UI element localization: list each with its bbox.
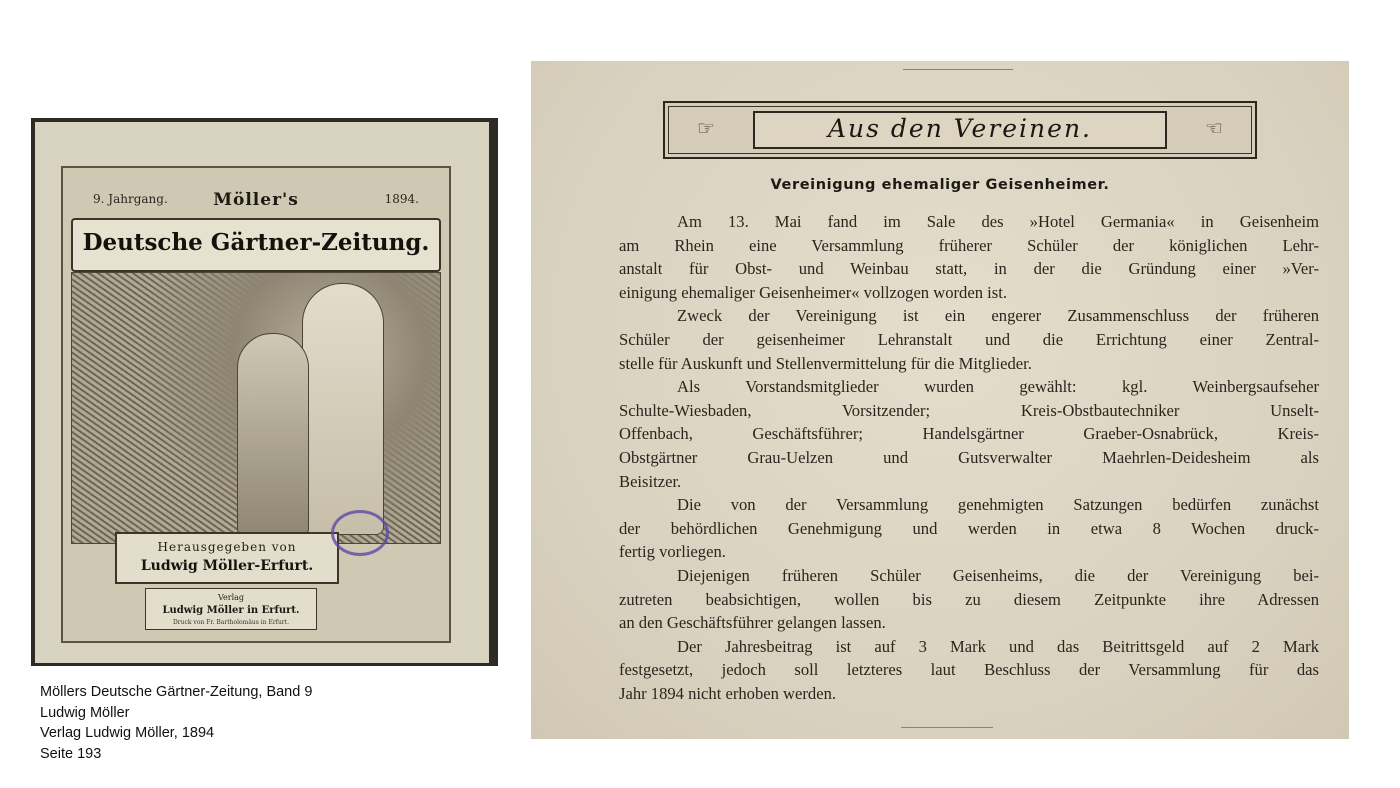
body-line: zutreten beabsichtigen, wollen bis zu diesem Zeitpunkte ihre Adressen <box>619 589 1319 609</box>
top-rule <box>903 69 1013 70</box>
magazine-cover-image <box>31 118 498 666</box>
cover-verlag-box <box>145 588 317 630</box>
cover-year: 1894. <box>384 192 419 206</box>
cover-print-line: Druck von Fr. Bartholomäus in Erfurt. <box>172 619 289 626</box>
cover-verlag-name: Ludwig Möller in Erfurt. <box>162 605 300 616</box>
cover-jahrgang: 9. Jahrgang. <box>93 192 168 206</box>
body-line: Der Jahresbeitrag ist auf 3 Mark und das Beitrittsgeld auf 2 Mark <box>677 636 1319 656</box>
body-line: Diejenigen früheren Schüler Geisenheims, die der Vereinigung bei- <box>677 565 1319 585</box>
cover-illustration <box>71 272 441 544</box>
body-line: Offenbach, Geschäftsführer; Handelsgärtner Graeber-Osnabrück, Kreis- <box>619 424 1319 444</box>
caption-title: Möllers Deutsche Gärtner-Zeitung, Band 9 <box>40 684 313 700</box>
body-line: Beisitzer. <box>619 471 682 491</box>
image-caption <box>40 682 480 764</box>
body-line: am Rhein eine Versammlung früherer Schüler der königlichen Lehr- <box>619 235 1319 255</box>
pointing-hand-right-icon: ☞ <box>697 116 715 140</box>
cover-title: Deutsche Gärtner-Zeitung. <box>82 229 430 256</box>
body-line: fertig vorliegen. <box>619 542 726 562</box>
body-line: Als Vorstandsmitglieder wurden gewählt: kgl. Weinbergsaufseher <box>677 377 1319 397</box>
article-heading: Vereinigung ehemaliger Geisenheimer. <box>770 177 1110 193</box>
cover-editor-name: Ludwig Möller-Erfurt. <box>140 558 314 574</box>
article-page-scan <box>531 61 1349 739</box>
library-stamp-icon <box>331 510 389 556</box>
cover-editor-label: Herausgegeben von <box>157 540 297 554</box>
caption-page: Seite 193 <box>40 745 102 762</box>
cover-figure-woman <box>302 283 384 535</box>
body-line: einigung ehemaliger Geisenheimer« vollzogen worden ist. <box>619 282 1007 302</box>
article-body <box>619 210 1319 705</box>
body-line: Schüler der geisenheimer Lehranstalt und die Errichtung einer Zentral- <box>619 329 1319 349</box>
cover-title-banner <box>71 218 441 272</box>
bottom-rule <box>901 727 993 728</box>
body-line: der behördlichen Genehmigung und werden in etwa 8 Wochen druck- <box>619 518 1319 538</box>
cover-figure-seated <box>237 333 309 535</box>
body-line: Jahr 1894 nicht erhoben werden. <box>619 683 837 703</box>
section-banner-scroll <box>753 111 1167 149</box>
pointing-hand-left-icon: ☜ <box>1205 116 1223 140</box>
cover-verlag-label: Verlag <box>217 593 245 602</box>
body-line: an den Geschäftsführer gelangen lassen. <box>619 613 886 633</box>
cover-publisher-brand: Möller's <box>213 190 299 210</box>
body-line: Die von der Versammlung genehmigten Satzungen bedürfen zunächst <box>677 495 1319 515</box>
cover-page <box>35 122 489 663</box>
caption-publisher: Verlag Ludwig Möller, 1894 <box>40 725 215 741</box>
body-line: festgesetzt, jedoch soll letzteres laut Beschluss der Versammlung für das <box>619 660 1319 680</box>
section-banner-title: Aus den Vereinen. <box>827 114 1093 143</box>
body-line: Zweck der Vereinigung ist ein engerer Zusammenschluss der früheren <box>677 306 1319 326</box>
section-banner <box>663 101 1257 159</box>
body-line: anstalt für Obst- und Weinbau statt, in der die Gründung einer »Ver- <box>619 259 1319 279</box>
cover-editor-box <box>115 532 339 584</box>
body-line: stelle für Auskunft und Stellenvermittelung für die Mitglieder. <box>619 353 1032 373</box>
caption-author: Ludwig Möller <box>40 704 130 721</box>
body-line: Schulte-Wiesbaden, Vorsitzender; Kreis-Obstbautechniker Unselt- <box>619 400 1319 420</box>
body-line: Am 13. Mai fand im Sale des »Hotel Germania« in Geisenheim <box>677 212 1319 231</box>
body-line: Obstgärtner Grau-Uelzen und Gutsverwalter Maehrlen-Deidesheim als <box>619 447 1319 467</box>
